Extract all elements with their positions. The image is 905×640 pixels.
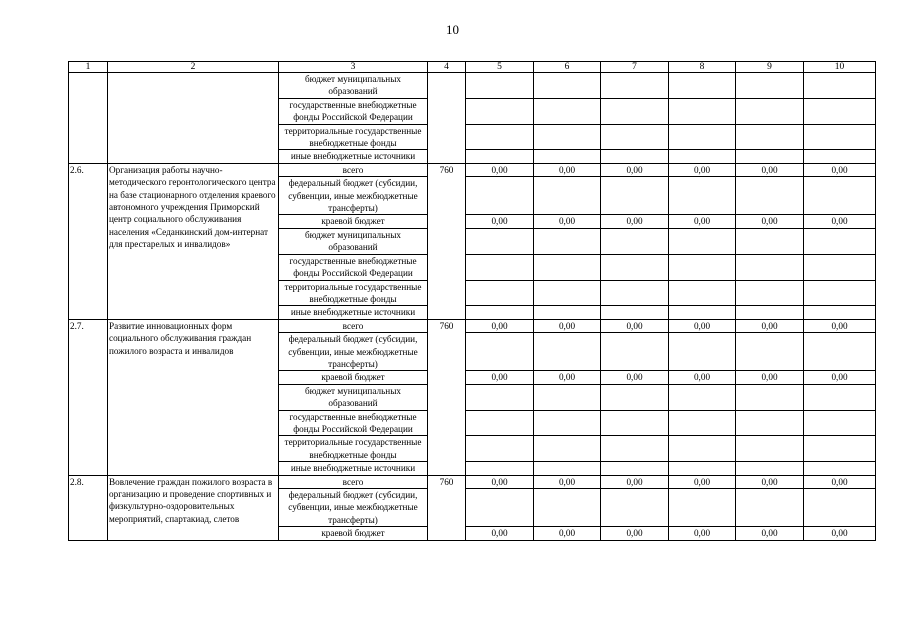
funding-source-label: территориальные государственные внебюджетные фонды	[279, 280, 428, 306]
page-number: 10	[446, 22, 459, 37]
value-cell: 0,00	[601, 475, 669, 488]
funding-source-label: государственные внебюджетные фонды Российской Федерации	[279, 254, 428, 280]
table-row	[69, 73, 876, 99]
item-name: Развитие инновационных форм социального обслуживания граждан пожилого возраста и инвалидов	[108, 319, 279, 475]
value-cell: 0,00	[669, 475, 736, 488]
value-cell: 0,00	[534, 319, 601, 332]
value-cell: 0,00	[669, 163, 736, 176]
value-cell: 0,00	[736, 319, 804, 332]
funding-source-label: краевой бюджет	[279, 527, 428, 540]
item-number: 2.7.	[69, 319, 108, 475]
funding-source-label: бюджет муниципальных образований	[279, 73, 428, 99]
funding-source-label: территориальные государственные внебюджетные фонды	[279, 124, 428, 150]
item-number: 2.6.	[69, 163, 108, 319]
value-cell: 0,00	[804, 163, 876, 176]
value-cell: 0,00	[601, 371, 669, 384]
funding-source-label: краевой бюджет	[279, 371, 428, 384]
column-header: 8	[669, 62, 736, 73]
value-cell: 0,00	[804, 371, 876, 384]
funding-source-label: бюджет муниципальных образований	[279, 384, 428, 410]
value-cell: 0,00	[534, 475, 601, 488]
value-cell: 0,00	[466, 527, 534, 540]
funding-source-label: краевой бюджет	[279, 215, 428, 228]
value-cell: 0,00	[466, 371, 534, 384]
value-cell: 0,00	[669, 527, 736, 540]
funding-source-label: иные внебюджетные источники	[279, 150, 428, 163]
value-cell: 0,00	[601, 215, 669, 228]
funding-source-label: федеральный бюджет (субсидии, субвенции, иные межбюджетные трансферты)	[279, 177, 428, 215]
table-row	[69, 319, 876, 332]
value-cell: 0,00	[804, 319, 876, 332]
funding-source-label: иные внебюджетные источники	[279, 306, 428, 319]
value-cell: 0,00	[534, 215, 601, 228]
value-cell: 0,00	[804, 527, 876, 540]
value-cell: 0,00	[466, 163, 534, 176]
item-code: 760	[428, 475, 466, 540]
value-cell: 0,00	[601, 527, 669, 540]
value-cell: 0,00	[601, 319, 669, 332]
column-header: 9	[736, 62, 804, 73]
code-cell	[428, 73, 466, 164]
value-cell: 0,00	[736, 371, 804, 384]
item-number-cell	[69, 73, 108, 164]
item-name-cell	[108, 73, 279, 164]
column-header: 5	[466, 62, 534, 73]
value-cell: 0,00	[804, 215, 876, 228]
value-cell: 0,00	[534, 371, 601, 384]
item-number: 2.8.	[69, 475, 108, 540]
column-header: 6	[534, 62, 601, 73]
column-header: 2	[108, 62, 279, 73]
column-header-row	[69, 62, 876, 73]
value-cell: 0,00	[669, 319, 736, 332]
funding-source-label: федеральный бюджет (субсидии, субвенции, иные межбюджетные трансферты)	[279, 333, 428, 371]
value-cell: 0,00	[804, 475, 876, 488]
item-name: Вовлечение граждан пожилого возраста в организацию и проведение спортивных и физкультурно-оздоровительных мероприятий, спартакиад, слетов	[108, 475, 279, 540]
budget-table	[68, 61, 876, 541]
funding-source-label: федеральный бюджет (субсидии, субвенции, иные межбюджетные трансферты)	[279, 489, 428, 527]
funding-source-label: всего	[279, 319, 428, 332]
table-row	[69, 163, 876, 176]
item-code: 760	[428, 319, 466, 475]
value-cell: 0,00	[736, 215, 804, 228]
value-cell: 0,00	[534, 527, 601, 540]
value-cell: 0,00	[466, 475, 534, 488]
value-cell: 0,00	[466, 319, 534, 332]
value-cell: 0,00	[669, 371, 736, 384]
funding-source-label: территориальные государственные внебюджетные фонды	[279, 436, 428, 462]
column-header: 4	[428, 62, 466, 73]
funding-source-label: иные внебюджетные источники	[279, 462, 428, 475]
funding-source-label: всего	[279, 163, 428, 176]
column-header: 1	[69, 62, 108, 73]
funding-source-label: государственные внебюджетные фонды Российской Федерации	[279, 410, 428, 436]
value-cell: 0,00	[466, 215, 534, 228]
column-header: 10	[804, 62, 876, 73]
funding-source-label: всего	[279, 475, 428, 488]
value-cell: 0,00	[601, 163, 669, 176]
funding-source-label: государственные внебюджетные фонды Российской Федерации	[279, 98, 428, 124]
item-name: Организация работы научно-методического геронтологического центра на базе стационарного отделения краевого автономного учреждения Приморский центр социального обслуживания населения «Седанкинский дом-интернат для престарелых и инвалидов»	[108, 163, 279, 319]
value-cell: 0,00	[534, 163, 601, 176]
column-header: 7	[601, 62, 669, 73]
value-cell: 0,00	[669, 215, 736, 228]
value-cell: 0,00	[736, 527, 804, 540]
value-cell: 0,00	[736, 475, 804, 488]
column-header: 3	[279, 62, 428, 73]
funding-source-label: бюджет муниципальных образований	[279, 228, 428, 254]
item-code: 760	[428, 163, 466, 319]
value-cell: 0,00	[736, 163, 804, 176]
table-row	[69, 475, 876, 488]
